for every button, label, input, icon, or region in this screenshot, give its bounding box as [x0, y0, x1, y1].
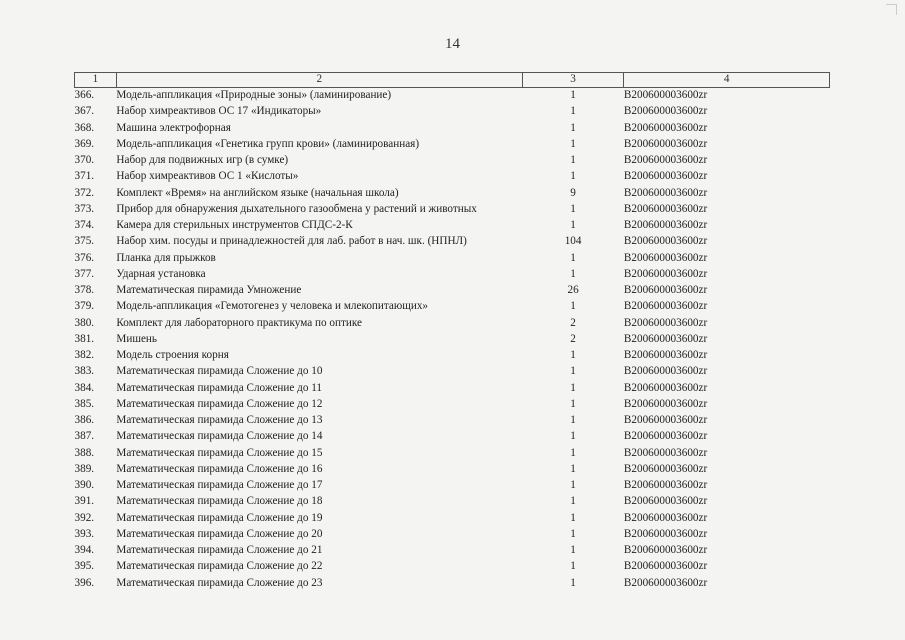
item-code: B200600003600zr — [623, 479, 708, 492]
table-row — [75, 559, 830, 575]
row-number: 385. — [74, 397, 95, 410]
item-name: Математическая пирамида Сложение до 11 — [116, 381, 323, 394]
item-name: Математическая пирамида Сложение до 20 — [116, 527, 323, 540]
table-row — [75, 315, 830, 331]
item-code: B200600003600zr — [623, 381, 708, 394]
row-number: 370. — [74, 154, 95, 167]
table-row — [75, 494, 830, 510]
item-code: B200600003600zr — [623, 349, 708, 362]
table-body — [75, 88, 830, 592]
item-quantity: 2 — [570, 316, 576, 329]
page-number: 14 — [445, 36, 460, 52]
table-row — [75, 250, 830, 266]
item-code: B200600003600zr — [623, 316, 708, 329]
row-number: 376. — [74, 251, 95, 264]
item-quantity: 1 — [570, 430, 576, 443]
item-quantity: 1 — [570, 121, 576, 134]
item-quantity: 1 — [570, 154, 576, 167]
item-code: B200600003600zr — [623, 267, 708, 280]
row-number: 380. — [74, 316, 95, 329]
row-number: 367. — [74, 105, 95, 118]
row-number: 369. — [74, 137, 95, 150]
item-name: Математическая пирамида Сложение до 23 — [116, 576, 323, 589]
row-number: 396. — [74, 576, 95, 589]
item-code: B200600003600zr — [623, 235, 708, 248]
item-name: Математическая пирамида Умножение — [116, 284, 302, 297]
item-code: B200600003600zr — [623, 495, 708, 508]
table-row — [75, 283, 830, 299]
item-code: B200600003600zr — [623, 202, 708, 215]
item-name: Математическая пирамида Сложение до 19 — [116, 511, 323, 524]
column-header-number: 1 — [75, 73, 117, 88]
item-quantity: 2 — [570, 332, 576, 345]
item-name: Планка для прыжков — [116, 251, 216, 264]
table-row — [75, 429, 830, 445]
row-number: 394. — [74, 544, 95, 557]
table-row — [75, 234, 830, 250]
item-name: Математическая пирамида Сложение до 16 — [116, 462, 323, 475]
item-code: B200600003600zr — [623, 105, 708, 118]
item-quantity: 1 — [570, 267, 576, 280]
table-row — [75, 364, 830, 380]
table-row — [75, 266, 830, 282]
item-code: B200600003600zr — [623, 576, 708, 589]
item-quantity: 1 — [570, 560, 576, 573]
row-number: 388. — [74, 446, 95, 459]
row-number: 371. — [74, 170, 95, 183]
column-header-code: 4 — [624, 73, 830, 88]
item-quantity: 9 — [570, 186, 576, 199]
item-quantity: 26 — [567, 284, 579, 297]
item-code: B200600003600zr — [623, 527, 708, 540]
item-name: Ударная установка — [116, 267, 206, 280]
row-number: 378. — [74, 284, 95, 297]
item-quantity: 1 — [570, 527, 576, 540]
item-name: Математическая пирамида Сложение до 22 — [116, 560, 323, 573]
item-quantity: 1 — [570, 251, 576, 264]
table-row — [75, 478, 830, 494]
table-row — [75, 331, 830, 347]
item-name: Набор химреактивов ОС 1 «Кислоты» — [116, 170, 299, 183]
row-number: 384. — [74, 381, 95, 394]
item-quantity: 1 — [570, 89, 576, 102]
table-row — [75, 461, 830, 477]
item-quantity: 1 — [570, 202, 576, 215]
table-row — [75, 218, 830, 234]
table-row — [75, 575, 830, 591]
item-name: Набор химреактивов ОС 17 «Индикаторы» — [116, 105, 322, 118]
row-number: 372. — [74, 186, 95, 199]
table-row — [75, 185, 830, 201]
item-name: Математическая пирамида Сложение до 14 — [116, 430, 323, 443]
item-name: Модель-аппликация «Природные зоны» (ламинирование) — [116, 89, 392, 102]
table-row — [75, 88, 830, 104]
item-quantity: 1 — [570, 544, 576, 557]
column-header-name: 2 — [116, 73, 522, 88]
table-row — [75, 543, 830, 559]
item-quantity: 1 — [570, 576, 576, 589]
row-number: 386. — [74, 414, 95, 427]
item-code: B200600003600zr — [623, 446, 708, 459]
table-row — [75, 526, 830, 542]
table-header-row — [75, 73, 830, 88]
row-number: 389. — [74, 462, 95, 475]
item-code: B200600003600zr — [623, 560, 708, 573]
table-row — [75, 396, 830, 412]
item-quantity: 1 — [570, 300, 576, 313]
row-number: 375. — [74, 235, 95, 248]
column-header-quantity: 3 — [522, 73, 624, 88]
table-row — [75, 445, 830, 461]
item-name: Математическая пирамида Сложение до 21 — [116, 544, 323, 557]
table-row — [75, 380, 830, 396]
row-number: 391. — [74, 495, 95, 508]
row-number: 395. — [74, 560, 95, 573]
row-number: 390. — [74, 479, 95, 492]
item-quantity: 104 — [564, 235, 582, 248]
item-quantity: 1 — [570, 381, 576, 394]
row-number: 392. — [74, 511, 95, 524]
table-row — [75, 413, 830, 429]
item-quantity: 1 — [570, 105, 576, 118]
item-name: Набор для подвижных игр (в сумке) — [116, 154, 289, 167]
item-code: B200600003600zr — [623, 251, 708, 264]
row-number: 366. — [74, 89, 95, 102]
item-code: B200600003600zr — [623, 300, 708, 313]
item-quantity: 1 — [570, 462, 576, 475]
scan-corner-mark — [886, 4, 897, 15]
item-name: Математическая пирамида Сложение до 10 — [116, 365, 323, 378]
item-code: B200600003600zr — [623, 414, 708, 427]
item-code: B200600003600zr — [623, 365, 708, 378]
item-code: B200600003600zr — [623, 89, 708, 102]
item-quantity: 1 — [570, 414, 576, 427]
item-quantity: 1 — [570, 170, 576, 183]
item-name: Математическая пирамида Сложение до 13 — [116, 414, 323, 427]
item-name: Набор хим. посуды и принадлежностей для лаб. работ в нач. шк. (НПНЛ) — [116, 235, 467, 248]
item-code: B200600003600zr — [623, 219, 708, 232]
item-quantity: 1 — [570, 511, 576, 524]
item-name: Комплект для лабораторного практикума по оптике — [116, 316, 362, 329]
item-code: B200600003600zr — [623, 137, 708, 150]
item-name: Модель-аппликация «Гемотогенез у человека и млекопитающих» — [116, 300, 429, 313]
item-name: Прибор для обнаружения дыхательного газообмена у растений и животных — [116, 202, 477, 215]
item-code: B200600003600zr — [623, 284, 708, 297]
row-number: 383. — [74, 365, 95, 378]
item-code: B200600003600zr — [623, 511, 708, 524]
item-name: Математическая пирамида Сложение до 17 — [116, 479, 323, 492]
item-name: Камера для стерильных инструментов СПДС-2-К — [116, 219, 353, 232]
row-number: 381. — [74, 332, 95, 345]
item-name: Машина электрофорная — [116, 121, 231, 134]
item-code: B200600003600zr — [623, 170, 708, 183]
row-number: 373. — [74, 202, 95, 215]
row-number: 382. — [74, 349, 95, 362]
item-name: Комплект «Время» на английском языке (начальная школа) — [116, 186, 399, 199]
row-number: 368. — [74, 121, 95, 134]
item-quantity: 1 — [570, 479, 576, 492]
row-number: 374. — [74, 219, 95, 232]
item-quantity: 1 — [570, 397, 576, 410]
table-row — [75, 169, 830, 185]
item-name: Математическая пирамида Сложение до 15 — [116, 446, 323, 459]
item-quantity: 1 — [570, 365, 576, 378]
item-quantity: 1 — [570, 349, 576, 362]
item-code: B200600003600zr — [623, 462, 708, 475]
table-row — [75, 104, 830, 120]
table-row — [75, 201, 830, 217]
row-number: 393. — [74, 527, 95, 540]
inventory-table — [74, 72, 830, 591]
item-name: Модель строения корня — [116, 349, 229, 362]
item-name: Математическая пирамида Сложение до 12 — [116, 397, 323, 410]
item-code: B200600003600zr — [623, 430, 708, 443]
item-code: B200600003600zr — [623, 332, 708, 345]
row-number: 387. — [74, 430, 95, 443]
row-number: 379. — [74, 300, 95, 313]
table-row — [75, 120, 830, 136]
table-row — [75, 299, 830, 315]
item-code: B200600003600zr — [623, 397, 708, 410]
item-quantity: 1 — [570, 219, 576, 232]
item-code: B200600003600zr — [623, 154, 708, 167]
item-quantity: 1 — [570, 495, 576, 508]
item-code: B200600003600zr — [623, 121, 708, 134]
table-row — [75, 348, 830, 364]
item-quantity: 1 — [570, 446, 576, 459]
item-code: B200600003600zr — [623, 186, 708, 199]
item-name: Мишень — [116, 332, 158, 345]
table-row — [75, 136, 830, 152]
item-code: B200600003600zr — [623, 544, 708, 557]
item-quantity: 1 — [570, 137, 576, 150]
table-row — [75, 510, 830, 526]
row-number: 377. — [74, 267, 95, 280]
table-row — [75, 153, 830, 169]
item-name: Модель-аппликация «Генетика групп крови» (ламинированная) — [116, 137, 420, 150]
item-name: Математическая пирамида Сложение до 18 — [116, 495, 323, 508]
